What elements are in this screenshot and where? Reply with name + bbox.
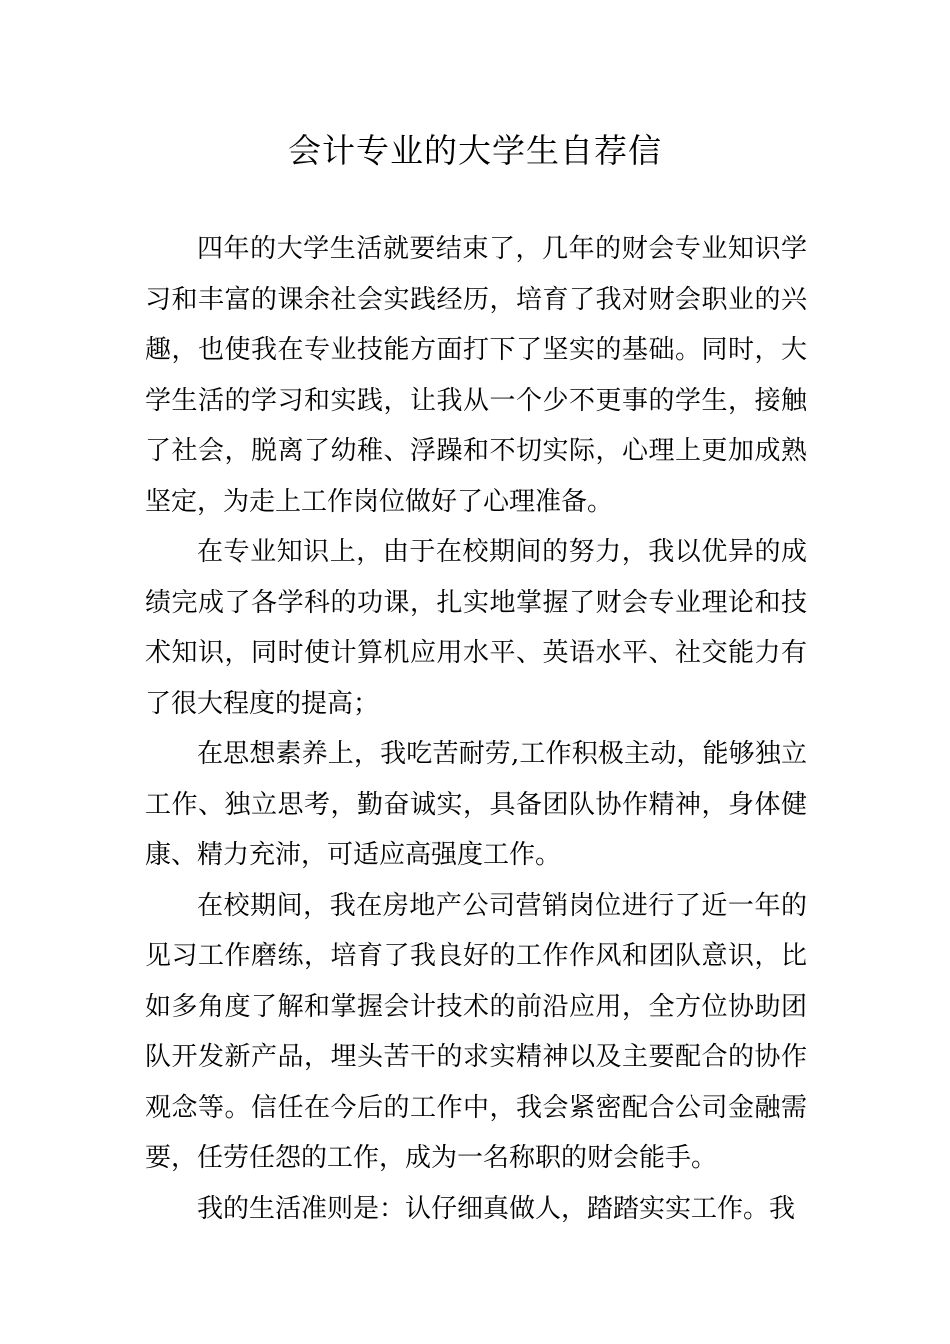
paragraph-4: 在校期间，我在房地产公司营销岗位进行了近一年的见习工作磨练，培育了我良好的工作作风和团队意识，比如多角度了解和掌握会计技术的前沿应用，全方位协助团队开发新产品，埋头苦干的求实精神以及主要配合的协作观念等。信任在今后的工作中，我会紧密配合公司金融需要，任劳任怨的工作，成为一名称职的财会能手。 <box>145 890 807 1173</box>
paragraph-1: 四年的大学生活就要结束了，几年的财会专业知识学习和丰富的课余社会实践经历，培育了我对财会职业的兴趣，也使我在专业技能方面打下了坚实的基础。同时，大学生活的学习和实践，让我从一个少不更事的学生，接触了社会，脱离了幼稚、浮躁和不切实际，心理上更加成熟坚定，为走上工作岗位做好了心理准备。 <box>145 234 807 517</box>
document-body <box>145 224 807 1234</box>
paragraph-3: 在思想素养上，我吃苦耐劳,工作积极主动，能够独立工作、独立思考，勤奋诚实，具备团队协作精神，身体健康、精力充沛，可适应高强度工作。 <box>145 739 807 870</box>
paragraph-5: 我的生活准则是：认仔细真做人，踏踏实实工作。我 <box>197 1193 796 1224</box>
paragraph-2: 在专业知识上，由于在校期间的努力，我以优异的成绩完成了各学科的功课，扎实地掌握了财会专业理论和技术知识，同时使计算机应用水平、英语水平、社交能力有了很大程度的提高； <box>145 537 807 719</box>
document-title: 会计专业的大学生自荐信 <box>288 131 662 170</box>
